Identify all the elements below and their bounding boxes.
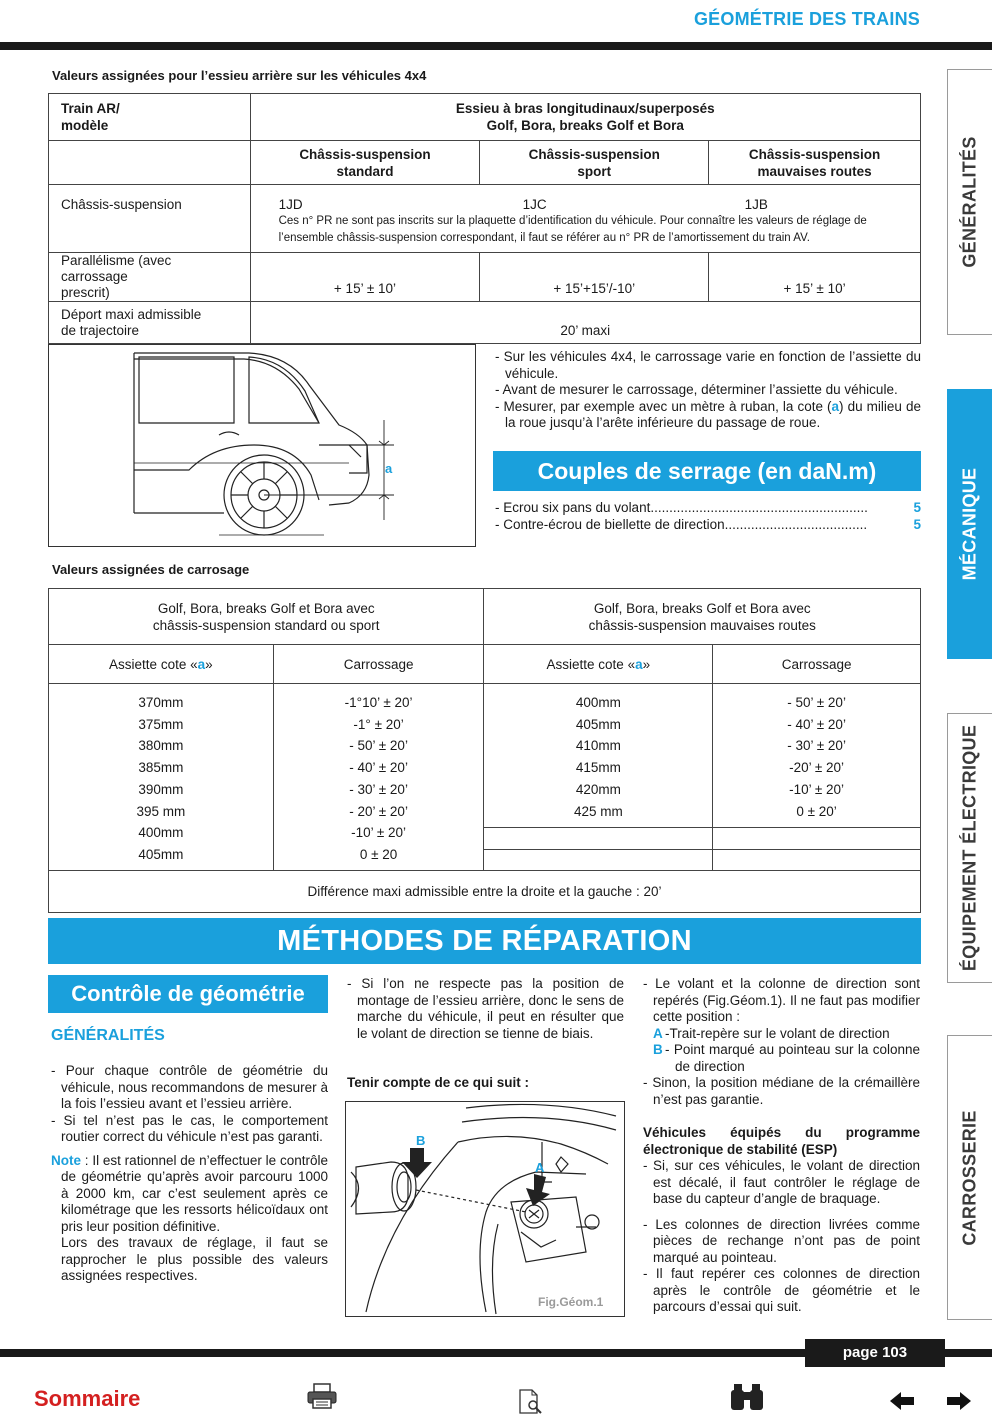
page-number: page 103 bbox=[805, 1339, 945, 1367]
paragraph: - Pour chaque contrôle de géométrie du véhicule, nous recommandons de mesurer à la fois l’essieu avant et l’essieu arrière. bbox=[51, 1063, 328, 1111]
table-row bbox=[49, 645, 921, 684]
cell: 370mm bbox=[138, 695, 184, 710]
cell: 405mm bbox=[575, 716, 621, 732]
paragraph: - Si, sur ces véhicules, le volant de direction est décalé, il faut contrôler le réglage de base du capteur d’angle de braquage. bbox=[643, 1158, 920, 1206]
camber-table bbox=[48, 588, 921, 913]
tab-label: CARROSSERIE bbox=[959, 1109, 980, 1246]
cell: -20’ ± 20’ bbox=[789, 760, 845, 776]
cell: Châssis-suspension bbox=[49, 185, 251, 253]
esp-heading: Véhicules équipés du programme électronique de stabilité (ESP) bbox=[643, 1125, 920, 1157]
note-item: - Sur les véhicules 4x4, le carrossage varie en fonction de l’assiette du véhicule. bbox=[495, 349, 921, 381]
cell-text: » bbox=[642, 656, 651, 672]
tab-label: MÉCANIQUE bbox=[959, 467, 980, 581]
cell: 390mm bbox=[138, 781, 184, 797]
cell: 415mm bbox=[575, 760, 621, 776]
cell: - 30’ ± 20’ bbox=[349, 781, 408, 797]
methods-col1 bbox=[51, 1063, 328, 1285]
note-letter-a: a bbox=[831, 398, 840, 414]
cell: -1°10’ ± 20’ bbox=[344, 695, 413, 710]
note-item bbox=[495, 399, 921, 432]
col-carrossage-1 bbox=[273, 684, 484, 871]
arrow-left-icon[interactable] bbox=[888, 1390, 916, 1415]
list-item bbox=[643, 1026, 920, 1043]
cell: prescrit) bbox=[61, 285, 110, 300]
note-label: Note bbox=[51, 1152, 81, 1168]
cell bbox=[49, 645, 274, 684]
paragraph: - Si tel n’est pas le cas, le comportement routier correct du véhicule n’est pas garanti. bbox=[51, 1112, 328, 1144]
cell: 1JC bbox=[522, 197, 547, 212]
item-letter: B bbox=[653, 1042, 663, 1057]
cell: Châssis-suspension bbox=[299, 146, 431, 162]
cell: + 15’ ± 10’ bbox=[709, 253, 921, 302]
steering-drawing bbox=[346, 1102, 623, 1315]
cell: Parallélisme (avec carrossage bbox=[61, 253, 172, 284]
cell: Déport maxi admissible bbox=[61, 306, 202, 322]
cell: - 50’ ± 20’ bbox=[787, 695, 846, 710]
cell: 380mm bbox=[138, 738, 184, 754]
cell-letter-a: a bbox=[197, 656, 206, 672]
methods-col2 bbox=[347, 976, 624, 1042]
dimension-label-a: a bbox=[385, 461, 393, 476]
col-assiette-1 bbox=[49, 684, 274, 871]
table-row bbox=[49, 684, 921, 871]
section-title-rear-axle: Valeurs assignées pour l’essieu arrière sur les véhicules 4x4 bbox=[52, 68, 427, 83]
rear-axle-table bbox=[48, 93, 921, 344]
paragraph: - Le volant et la colonne de direction sont repérés (Fig.Géom.1). Il ne faut pas modifier cette position : bbox=[643, 976, 920, 1024]
table-row bbox=[49, 185, 921, 253]
cell: Carrossage bbox=[713, 645, 921, 684]
figure-steering bbox=[345, 1101, 625, 1317]
note-text: - Mesurer, par exemple avec un mètre à ruban, la cote ( bbox=[495, 398, 832, 414]
cell: Essieu à bras longitudinaux/superposés bbox=[455, 101, 715, 116]
note-item: - Avant de mesurer le carrossage, déterminer l’assiette du véhicule. bbox=[495, 382, 898, 397]
tab-equipement-electrique[interactable] bbox=[947, 713, 992, 983]
car-rear-drawing bbox=[49, 345, 474, 545]
arrow-right-icon[interactable] bbox=[945, 1390, 973, 1415]
cell: 375mm bbox=[138, 716, 184, 732]
cell: - 30’ ± 20’ bbox=[787, 738, 846, 754]
tab-label: GÉNÉRALITÉS bbox=[959, 136, 980, 268]
sommaire-link[interactable]: Sommaire bbox=[34, 1386, 141, 1411]
item-text: -Trait-repère sur le volant de direction bbox=[665, 1025, 890, 1041]
paragraph: - Sinon, la position médiane de la crémaillère n’est pas garantie. bbox=[643, 1075, 920, 1107]
cell: Carrossage bbox=[273, 645, 484, 684]
torque-list bbox=[495, 500, 921, 533]
cell-letter-a: a bbox=[635, 656, 643, 672]
cell: - 50’ ± 20’ bbox=[349, 738, 408, 754]
list-item bbox=[643, 1042, 920, 1075]
table-row bbox=[49, 870, 921, 912]
list-item bbox=[495, 517, 921, 534]
figure-label-b: B bbox=[416, 1133, 426, 1148]
note-text: : Il est rationnel de n’effectuer le contrôle de géométrie qu’après avoir parcouru 1000 à 2000 km, car c’est seulement après ce kilométrage que les ressorts hélicoïdaux ont pris leur position définitive. bbox=[61, 1152, 328, 1234]
cell: châssis-suspension standard ou sport bbox=[152, 617, 380, 633]
cell: - 40’ ± 20’ bbox=[787, 716, 846, 732]
cell: 20’ maxi bbox=[250, 302, 920, 344]
cell: -1° ± 20’ bbox=[353, 716, 404, 732]
torque-label: - Ecrou six pans du volant.......................................................... bbox=[495, 500, 868, 515]
item-letter: A bbox=[653, 1025, 663, 1041]
cell: Golf, Bora, breaks Golf et Bora avec bbox=[593, 600, 811, 616]
cell: 395 mm bbox=[136, 803, 186, 819]
cell-text: Assiette cote « bbox=[109, 656, 198, 672]
document-search-icon[interactable] bbox=[516, 1388, 544, 1419]
torque-value: 5 bbox=[913, 500, 921, 515]
tab-generalites[interactable] bbox=[947, 69, 992, 335]
cell: Châssis-suspension bbox=[528, 146, 660, 162]
cell: -10’ ± 20’ bbox=[789, 781, 845, 797]
cell: de trajectoire bbox=[61, 322, 140, 338]
paragraph: Lors des travaux de réglage, il faut se rapprocher le plus possible des valeurs assignées respectives. bbox=[61, 1235, 328, 1283]
methods-col3 bbox=[643, 976, 920, 1316]
torque-title: Couples de serrage (en daN.m) bbox=[493, 451, 921, 491]
table-row bbox=[49, 141, 921, 185]
cell: modèle bbox=[61, 118, 109, 133]
figure-label-a: A bbox=[535, 1160, 545, 1175]
col-carrossage-2 bbox=[713, 684, 921, 871]
cell: 425 mm bbox=[573, 803, 623, 819]
cell: 1JB bbox=[744, 197, 768, 212]
cell: Golf, Bora, breaks Golf et Bora avec bbox=[157, 600, 375, 616]
cell: 0 ± 20’ bbox=[796, 803, 837, 819]
table-row bbox=[49, 302, 921, 344]
table-row bbox=[49, 253, 921, 302]
cell: Châssis-suspension bbox=[748, 146, 881, 162]
section-title-camber: Valeurs assignées de carrosage bbox=[52, 562, 250, 577]
torque-value: 5 bbox=[913, 516, 921, 532]
cell: Golf, Bora, breaks Golf et Bora bbox=[486, 118, 684, 133]
item-text: - Point marqué au pointeau sur la colonne de direction bbox=[665, 1042, 920, 1074]
cell: châssis-suspension mauvaises routes bbox=[588, 617, 816, 633]
tab-mecanique[interactable] bbox=[947, 389, 992, 659]
paragraph: - Si l’on ne respecte pas la position de montage de l’essieu arrière, donc le sens de marche du véhicule, il peut en résulter que le volant de direction se tienne de biais. bbox=[347, 976, 624, 1041]
note-text: ) du milieu de la roue jusqu’à l’arête inférieure du passage de roue. bbox=[505, 398, 922, 430]
col-assiette-2 bbox=[484, 684, 713, 871]
camber-notes bbox=[495, 349, 921, 432]
figure-caption: Fig.Géom.1 bbox=[538, 1295, 604, 1309]
figure-car-rear bbox=[48, 344, 476, 547]
cell: 0 ± 20 bbox=[359, 846, 398, 862]
cell: - 20’ ± 20’ bbox=[349, 803, 408, 819]
cell bbox=[484, 645, 713, 684]
cell: 385mm bbox=[138, 760, 184, 776]
note-paragraph bbox=[51, 1153, 328, 1236]
col2-bold-heading: Tenir compte de ce qui suit : bbox=[347, 1075, 530, 1090]
printer-icon[interactable] bbox=[306, 1382, 338, 1413]
cell: 1JD bbox=[278, 197, 303, 212]
cell-text: » bbox=[205, 656, 213, 672]
cell: 405mm bbox=[138, 846, 184, 862]
cell: + 15’ ± 10’ bbox=[250, 253, 480, 302]
cell: 410mm bbox=[575, 738, 621, 754]
list-item bbox=[495, 500, 921, 517]
cell: sport bbox=[577, 163, 612, 179]
tab-carrosserie[interactable] bbox=[947, 1035, 992, 1320]
binoculars-icon[interactable] bbox=[728, 1382, 766, 1415]
cell: - 40’ ± 20’ bbox=[349, 760, 408, 776]
table-row bbox=[49, 94, 921, 141]
methods-subtitle: Contrôle de géométrie bbox=[48, 975, 328, 1013]
cell: Différence maxi admissible entre la droite et la gauche : 20’ bbox=[49, 870, 921, 912]
paragraph: - Il faut repérer ces colonnes de direction après le contrôle de géométrie et le parcours d’essai qui suit. bbox=[643, 1266, 920, 1314]
cell: -10’ ± 20’ bbox=[351, 825, 407, 841]
methods-title: MÉTHODES DE RÉPARATION bbox=[48, 918, 921, 964]
cell: Train AR/ bbox=[61, 101, 120, 116]
chassis-note: Ces n° PR ne sont pas inscrits sur la plaquette d’identification du véhicule. Pour connaître les valeurs de réglage de l’ensemble châssis-suspension correspondant, il faut se référer au n° PR de l’amortissement du train AV. bbox=[278, 215, 867, 244]
tab-label: ÉQUIPEMENT ÉLECTRIQUE bbox=[959, 724, 980, 972]
generalites-heading: GÉNÉRALITÉS bbox=[51, 1027, 165, 1044]
page-header-title: GÉOMÉTRIE DES TRAINS bbox=[693, 9, 920, 29]
cell: 400mm bbox=[575, 695, 621, 710]
torque-label: - Contre-écrou de biellette de direction...................................... bbox=[495, 516, 868, 532]
cell: 420mm bbox=[575, 781, 621, 797]
cell: 400mm bbox=[138, 825, 184, 841]
cell: mauvaises routes bbox=[757, 163, 872, 179]
table-row bbox=[49, 589, 921, 645]
cell: standard bbox=[336, 163, 394, 179]
cell: + 15’+15’/-10’ bbox=[480, 253, 709, 302]
cell-text: Assiette cote « bbox=[546, 656, 636, 672]
header-rule bbox=[0, 42, 992, 50]
paragraph: - Les colonnes de direction livrées comme pièces de rechange n’ont pas de point marqué au pointeau. bbox=[643, 1216, 920, 1265]
